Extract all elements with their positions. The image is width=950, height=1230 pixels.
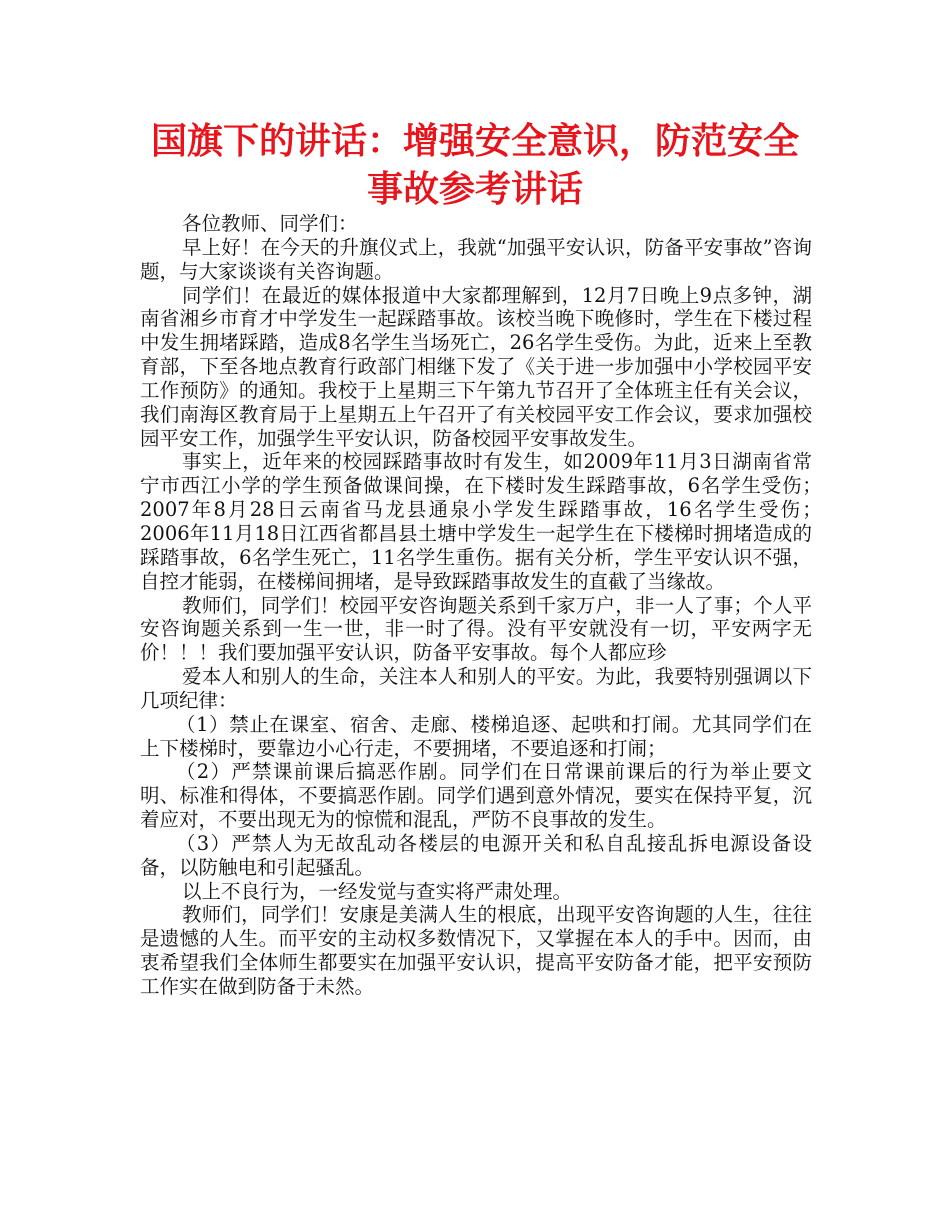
- document-title: 国旗下的讲话：增强安全意识，防范安全事故参考讲话: [150, 121, 799, 210]
- discipline-intro-paragraph: 爱本人和别人的生命，关注本人和别人的平安。为此，我要特别强调以下几项纪律：: [140, 665, 812, 712]
- rule-item-3: （3）严禁人为无故乱动各楼层的电源开关和私自乱接乱拆电源设备设备，以防触电和引起骚乱。: [140, 831, 812, 879]
- incident-paragraph: 同学们！在最近的媒体报道中大家都理解到，12月7日晚上9点多钟，湖南省湘乡市育才中学发生一起踩踏事故。该校当晚下晚修时，学生在下楼过程中发生拥堵踩踏，造成8名学生当场死亡，26名学生受伤。为此，近来上至教育部，下至各地点教育行政部门相继下发了《关于进一步加强中小学校园平安工作预防》的通知。我校于上星期三下午第九节召开了全体班主任有关会议，我们南海区教育局于上星期五上午召开了有关校园平安工作会议，要求加强校园平安工作，加强学生平安认识，防备校园平安事故发生。: [140, 283, 812, 450]
- greeting-paragraph: 早上好！在今天的升旗仪式上，我就“加强平安认识，防备平安事故”咨询题，与大家谈谈有关咨询题。: [140, 235, 812, 283]
- importance-paragraph: 教师们，同学们！校园平安咨询题关系到千家万户，非一人了事；个人平安咨询题关系到一生一世，非一时了得。没有平安就没有一切，平安两字无价！！！我们要加强平安认识，防备平安事故。每个人都应珍: [140, 593, 812, 665]
- history-paragraph: 事实上，近年来的校园踩踏事故时有发生，如2009年11月3日湖南省常宁市西江小学的学生预备做课间操，在下楼时发生踩踏事故，6名学生受伤； 2007年8月28日云南省马龙县通泉小学发生踩踏事故，16名学生受伤； 2006年11月18日江西省都昌县土塘中学发生一起学生在下楼梯时拥堵造成的踩踏事故，6名学生死亡，11名学生重伤。据有关分析，学生平安认识不强，自控才能弱，在楼梯间拥堵，是导致踩踏事故发生的直截了当缘故。: [140, 450, 852, 593]
- document-body: [140, 212, 852, 999]
- closing-paragraph: 教师们，同学们！安康是美满人生的根底，出现平安咨询题的人生，往往是遗憾的人生。而平安的主动权多数情况下，又掌握在本人的手中。因而，由衷希望我们全体师生都要实在加强平安认识，提高平安防备才能，把平安预防工作实在做到防备于未然。: [140, 903, 812, 998]
- penalty-paragraph: 以上不良行为，一经发觉与查实将严肃处理。: [182, 879, 573, 903]
- rule-item-1: （1）禁止在课室、宿舍、走廊、楼梯追逐、起哄和打闹。尤其同学们在上下楼梯时，要靠边小心行走，不要拥堵，不要追逐和打闹；: [140, 712, 812, 760]
- salutation-paragraph: 各位教师、同学们：: [182, 212, 358, 235]
- rule-item-2: （2）严禁课前课后搞恶作剧。同学们在日常课前课后的行为举止要文明、标准和得体，不要搞恶作剧。同学们遇到意外情况，要实在保持平复，沉着应对，不要出现无为的惊慌和混乱，严防不良事故的发生。: [140, 760, 812, 832]
